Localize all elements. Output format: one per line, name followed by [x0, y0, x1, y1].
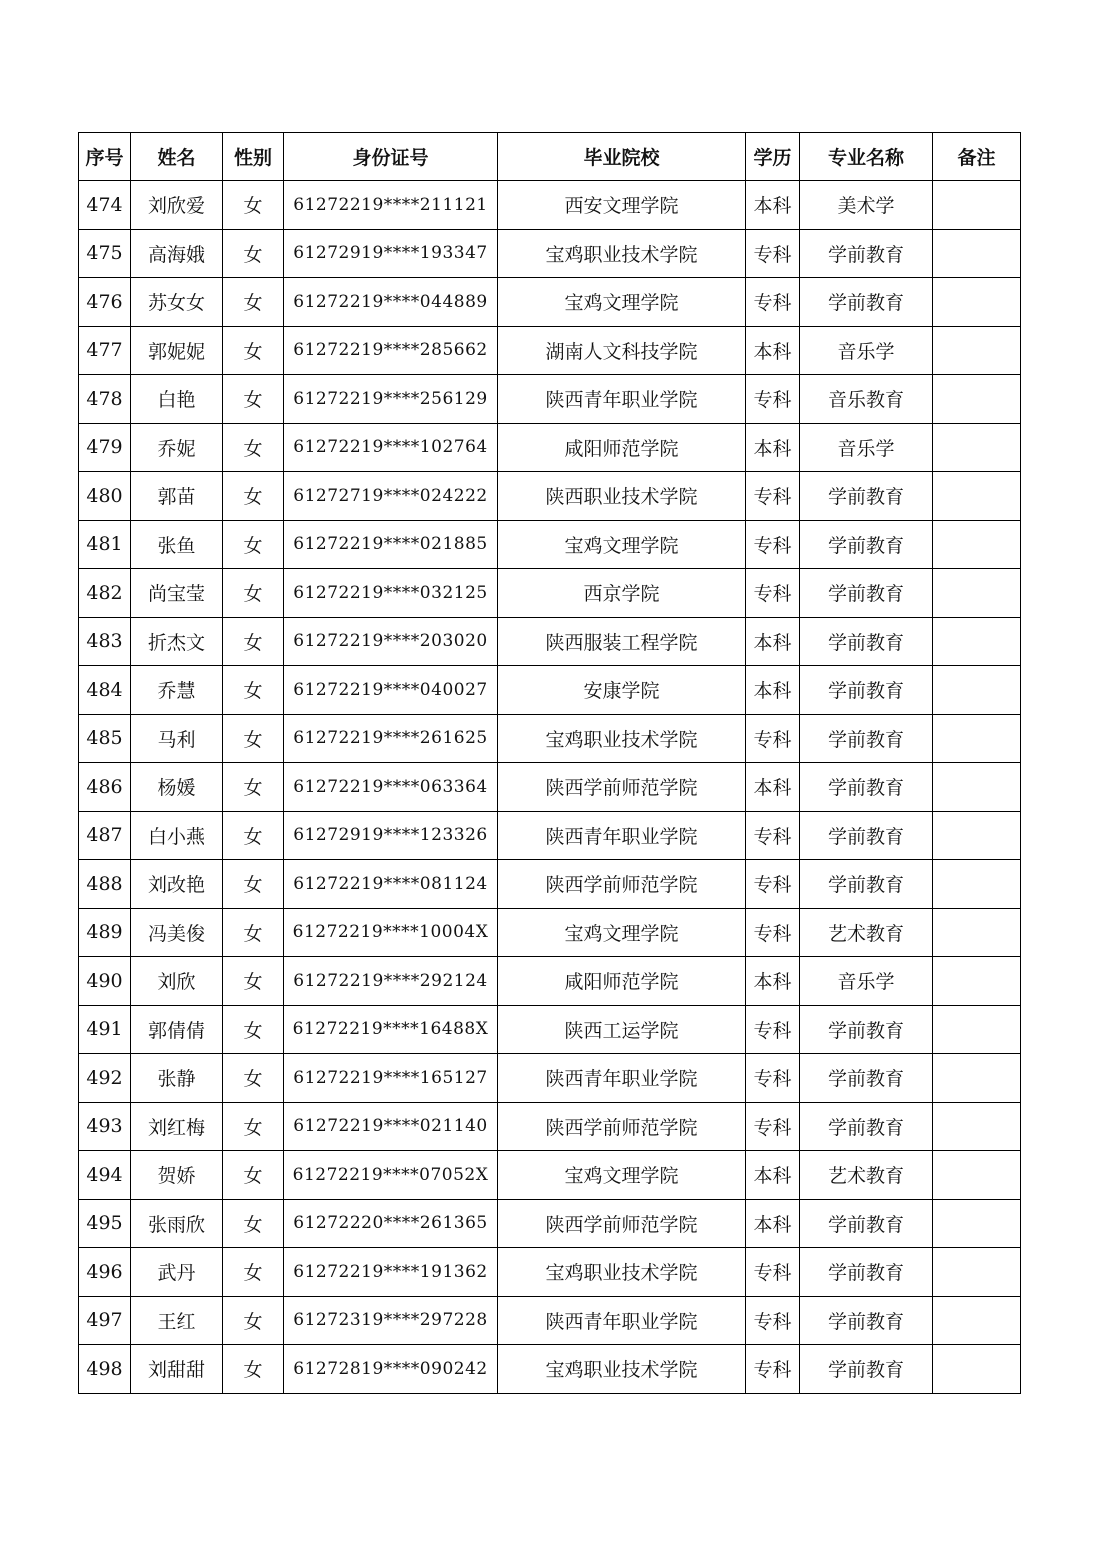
cell-school: 陕西学前师范学院: [498, 763, 746, 812]
cell-education: 专科: [746, 860, 800, 909]
cell-id-number: 61272219****063364: [284, 763, 498, 812]
cell-education: 专科: [746, 569, 800, 618]
cell-name: 尚宝莹: [131, 569, 223, 618]
cell-education: 专科: [746, 908, 800, 957]
cell-id-number: 61272219****044889: [284, 278, 498, 327]
cell-name: 张雨欣: [131, 1199, 223, 1248]
cell-major: 学前教育: [800, 666, 933, 715]
table-body: [79, 181, 1021, 1394]
cell-name: 刘红梅: [131, 1102, 223, 1151]
cell-gender: 女: [223, 1248, 284, 1297]
table-row: [79, 1151, 1021, 1200]
cell-name: 刘欣: [131, 957, 223, 1006]
cell-education: 专科: [746, 1296, 800, 1345]
cell-gender: 女: [223, 278, 284, 327]
cell-school: 西安文理学院: [498, 181, 746, 230]
table-row: [79, 1054, 1021, 1103]
cell-gender: 女: [223, 666, 284, 715]
cell-gender: 女: [223, 908, 284, 957]
cell-major: 学前教育: [800, 1199, 933, 1248]
header-row: [79, 133, 1021, 181]
cell-education: 专科: [746, 375, 800, 424]
cell-school: 宝鸡职业技术学院: [498, 229, 746, 278]
cell-id-number: 61272719****024222: [284, 472, 498, 521]
cell-seq: 497: [79, 1296, 131, 1345]
cell-major: 学前教育: [800, 229, 933, 278]
document-page: [78, 132, 1020, 1394]
cell-seq: 479: [79, 423, 131, 472]
cell-name: 冯美俊: [131, 908, 223, 957]
cell-education: 本科: [746, 1199, 800, 1248]
cell-gender: 女: [223, 229, 284, 278]
cell-seq: 482: [79, 569, 131, 618]
cell-major: 学前教育: [800, 1102, 933, 1151]
cell-seq: 493: [79, 1102, 131, 1151]
cell-gender: 女: [223, 1199, 284, 1248]
cell-education: 本科: [746, 326, 800, 375]
header-major: 专业名称: [800, 133, 933, 181]
cell-education: 本科: [746, 423, 800, 472]
cell-seq: 492: [79, 1054, 131, 1103]
cell-note: [933, 423, 1021, 472]
cell-major: 美术学: [800, 181, 933, 230]
cell-name: 折杰文: [131, 617, 223, 666]
table-row: [79, 229, 1021, 278]
cell-school: 宝鸡文理学院: [498, 1151, 746, 1200]
cell-education: 本科: [746, 1151, 800, 1200]
cell-education: 专科: [746, 520, 800, 569]
cell-seq: 491: [79, 1005, 131, 1054]
cell-name: 贺娇: [131, 1151, 223, 1200]
cell-major: 音乐学: [800, 326, 933, 375]
table-row: [79, 617, 1021, 666]
cell-major: 艺术教育: [800, 908, 933, 957]
table-row: [79, 1345, 1021, 1394]
table-row: [79, 666, 1021, 715]
cell-major: 学前教育: [800, 520, 933, 569]
cell-note: [933, 1345, 1021, 1394]
cell-note: [933, 181, 1021, 230]
cell-name: 郭倩倩: [131, 1005, 223, 1054]
cell-id-number: 61272919****193347: [284, 229, 498, 278]
cell-school: 陕西职业技术学院: [498, 472, 746, 521]
cell-seq: 474: [79, 181, 131, 230]
cell-id-number: 61272219****081124: [284, 860, 498, 909]
cell-name: 白艳: [131, 375, 223, 424]
table-row: [79, 763, 1021, 812]
cell-name: 乔妮: [131, 423, 223, 472]
cell-seq: 486: [79, 763, 131, 812]
cell-note: [933, 1054, 1021, 1103]
cell-major: 音乐学: [800, 423, 933, 472]
cell-school: 陕西工运学院: [498, 1005, 746, 1054]
cell-note: [933, 229, 1021, 278]
cell-education: 本科: [746, 181, 800, 230]
cell-education: 本科: [746, 666, 800, 715]
cell-id-number: 61272219****102764: [284, 423, 498, 472]
cell-seq: 475: [79, 229, 131, 278]
cell-school: 陕西青年职业学院: [498, 375, 746, 424]
cell-major: 学前教育: [800, 617, 933, 666]
cell-name: 苏女女: [131, 278, 223, 327]
cell-id-number: 61272219****165127: [284, 1054, 498, 1103]
cell-id-number: 61272219****16488X: [284, 1005, 498, 1054]
cell-major: 学前教育: [800, 1345, 933, 1394]
cell-major: 音乐教育: [800, 375, 933, 424]
table-row: [79, 1248, 1021, 1297]
cell-name: 武丹: [131, 1248, 223, 1297]
cell-major: 音乐学: [800, 957, 933, 1006]
cell-gender: 女: [223, 472, 284, 521]
cell-note: [933, 1005, 1021, 1054]
cell-education: 本科: [746, 617, 800, 666]
cell-id-number: 61272219****261625: [284, 714, 498, 763]
cell-note: [933, 1102, 1021, 1151]
cell-major: 学前教育: [800, 1296, 933, 1345]
cell-major: 学前教育: [800, 1054, 933, 1103]
table-row: [79, 908, 1021, 957]
table-row: [79, 1296, 1021, 1345]
header-edu: 学历: [746, 133, 800, 181]
cell-education: 专科: [746, 1102, 800, 1151]
cell-note: [933, 520, 1021, 569]
cell-education: 专科: [746, 278, 800, 327]
cell-education: 专科: [746, 1054, 800, 1103]
cell-name: 郭苗: [131, 472, 223, 521]
cell-school: 宝鸡职业技术学院: [498, 1345, 746, 1394]
cell-seq: 495: [79, 1199, 131, 1248]
cell-major: 学前教育: [800, 278, 933, 327]
cell-id-number: 61272219****211121: [284, 181, 498, 230]
cell-id-number: 61272219****040027: [284, 666, 498, 715]
cell-id-number: 61272219****203020: [284, 617, 498, 666]
table-row: [79, 957, 1021, 1006]
cell-major: 学前教育: [800, 569, 933, 618]
cell-name: 乔慧: [131, 666, 223, 715]
cell-education: 专科: [746, 714, 800, 763]
cell-seq: 496: [79, 1248, 131, 1297]
cell-seq: 494: [79, 1151, 131, 1200]
cell-name: 马利: [131, 714, 223, 763]
table-row: [79, 423, 1021, 472]
cell-school: 湖南人文科技学院: [498, 326, 746, 375]
cell-note: [933, 1296, 1021, 1345]
cell-note: [933, 666, 1021, 715]
cell-id-number: 61272819****090242: [284, 1345, 498, 1394]
header-school: 毕业院校: [498, 133, 746, 181]
table-row: [79, 1199, 1021, 1248]
cell-major: 学前教育: [800, 472, 933, 521]
table-row: [79, 1005, 1021, 1054]
cell-seq: 498: [79, 1345, 131, 1394]
cell-gender: 女: [223, 1345, 284, 1394]
table-header: [79, 133, 1021, 181]
cell-school: 咸阳师范学院: [498, 423, 746, 472]
table-row: [79, 811, 1021, 860]
cell-education: 专科: [746, 1345, 800, 1394]
cell-school: 西京学院: [498, 569, 746, 618]
cell-gender: 女: [223, 811, 284, 860]
cell-gender: 女: [223, 860, 284, 909]
cell-id-number: 61272219****191362: [284, 1248, 498, 1297]
cell-gender: 女: [223, 326, 284, 375]
cell-seq: 489: [79, 908, 131, 957]
cell-seq: 478: [79, 375, 131, 424]
cell-gender: 女: [223, 1005, 284, 1054]
cell-note: [933, 957, 1021, 1006]
cell-education: 专科: [746, 1005, 800, 1054]
cell-seq: 481: [79, 520, 131, 569]
cell-seq: 484: [79, 666, 131, 715]
cell-major: 学前教育: [800, 1005, 933, 1054]
table-row: [79, 520, 1021, 569]
cell-major: 学前教育: [800, 1248, 933, 1297]
cell-note: [933, 763, 1021, 812]
cell-gender: 女: [223, 423, 284, 472]
cell-id-number: 61272219****292124: [284, 957, 498, 1006]
cell-id-number: 61272919****123326: [284, 811, 498, 860]
cell-note: [933, 278, 1021, 327]
cell-note: [933, 472, 1021, 521]
cell-school: 宝鸡职业技术学院: [498, 1248, 746, 1297]
cell-name: 王红: [131, 1296, 223, 1345]
cell-name: 郭妮妮: [131, 326, 223, 375]
cell-education: 专科: [746, 1248, 800, 1297]
cell-education: 本科: [746, 763, 800, 812]
header-name: 姓名: [131, 133, 223, 181]
table-row: [79, 375, 1021, 424]
cell-name: 白小燕: [131, 811, 223, 860]
cell-education: 本科: [746, 957, 800, 1006]
cell-note: [933, 908, 1021, 957]
cell-gender: 女: [223, 957, 284, 1006]
cell-gender: 女: [223, 1151, 284, 1200]
cell-note: [933, 811, 1021, 860]
table-row: [79, 326, 1021, 375]
cell-school: 陕西青年职业学院: [498, 811, 746, 860]
cell-name: 刘改艳: [131, 860, 223, 909]
cell-id-number: 61272319****297228: [284, 1296, 498, 1345]
cell-major: 学前教育: [800, 714, 933, 763]
cell-seq: 488: [79, 860, 131, 909]
cell-gender: 女: [223, 569, 284, 618]
cell-name: 张鱼: [131, 520, 223, 569]
cell-school: 宝鸡文理学院: [498, 908, 746, 957]
cell-seq: 477: [79, 326, 131, 375]
cell-gender: 女: [223, 763, 284, 812]
cell-school: 陕西服装工程学院: [498, 617, 746, 666]
cell-gender: 女: [223, 714, 284, 763]
cell-name: 张静: [131, 1054, 223, 1103]
cell-note: [933, 617, 1021, 666]
cell-note: [933, 569, 1021, 618]
header-id: 身份证号: [284, 133, 498, 181]
cell-gender: 女: [223, 375, 284, 424]
cell-school: 宝鸡文理学院: [498, 278, 746, 327]
table-row: [79, 714, 1021, 763]
cell-seq: 485: [79, 714, 131, 763]
roster-table: [78, 132, 1021, 1394]
cell-school: 陕西学前师范学院: [498, 1102, 746, 1151]
cell-school: 安康学院: [498, 666, 746, 715]
cell-name: 刘甜甜: [131, 1345, 223, 1394]
cell-education: 专科: [746, 472, 800, 521]
cell-education: 专科: [746, 229, 800, 278]
cell-name: 杨媛: [131, 763, 223, 812]
cell-note: [933, 326, 1021, 375]
cell-seq: 487: [79, 811, 131, 860]
cell-id-number: 61272219****032125: [284, 569, 498, 618]
cell-note: [933, 1151, 1021, 1200]
cell-gender: 女: [223, 1054, 284, 1103]
cell-major: 学前教育: [800, 860, 933, 909]
cell-major: 艺术教育: [800, 1151, 933, 1200]
cell-gender: 女: [223, 617, 284, 666]
cell-note: [933, 1199, 1021, 1248]
cell-id-number: 61272219****021885: [284, 520, 498, 569]
cell-major: 学前教育: [800, 763, 933, 812]
cell-school: 咸阳师范学院: [498, 957, 746, 1006]
cell-name: 刘欣爱: [131, 181, 223, 230]
cell-school: 陕西学前师范学院: [498, 1199, 746, 1248]
cell-education: 专科: [746, 811, 800, 860]
cell-seq: 480: [79, 472, 131, 521]
table-row: [79, 181, 1021, 230]
cell-seq: 476: [79, 278, 131, 327]
cell-gender: 女: [223, 181, 284, 230]
cell-name: 高海娥: [131, 229, 223, 278]
cell-seq: 483: [79, 617, 131, 666]
header-seq: 序号: [79, 133, 131, 181]
cell-major: 学前教育: [800, 811, 933, 860]
table-row: [79, 1102, 1021, 1151]
cell-id-number: 61272219****285662: [284, 326, 498, 375]
header-note: 备注: [933, 133, 1021, 181]
cell-seq: 490: [79, 957, 131, 1006]
table-row: [79, 569, 1021, 618]
cell-school: 陕西青年职业学院: [498, 1054, 746, 1103]
header-gender: 性别: [223, 133, 284, 181]
cell-id-number: 61272219****07052X: [284, 1151, 498, 1200]
cell-gender: 女: [223, 1296, 284, 1345]
cell-school: 陕西青年职业学院: [498, 1296, 746, 1345]
cell-id-number: 61272220****261365: [284, 1199, 498, 1248]
cell-gender: 女: [223, 1102, 284, 1151]
cell-note: [933, 1248, 1021, 1297]
cell-id-number: 61272219****021140: [284, 1102, 498, 1151]
table-row: [79, 472, 1021, 521]
cell-note: [933, 375, 1021, 424]
cell-school: 宝鸡文理学院: [498, 520, 746, 569]
cell-id-number: 61272219****10004X: [284, 908, 498, 957]
cell-school: 宝鸡职业技术学院: [498, 714, 746, 763]
cell-note: [933, 714, 1021, 763]
cell-gender: 女: [223, 520, 284, 569]
cell-id-number: 61272219****256129: [284, 375, 498, 424]
table-row: [79, 860, 1021, 909]
cell-note: [933, 860, 1021, 909]
table-row: [79, 278, 1021, 327]
cell-school: 陕西学前师范学院: [498, 860, 746, 909]
